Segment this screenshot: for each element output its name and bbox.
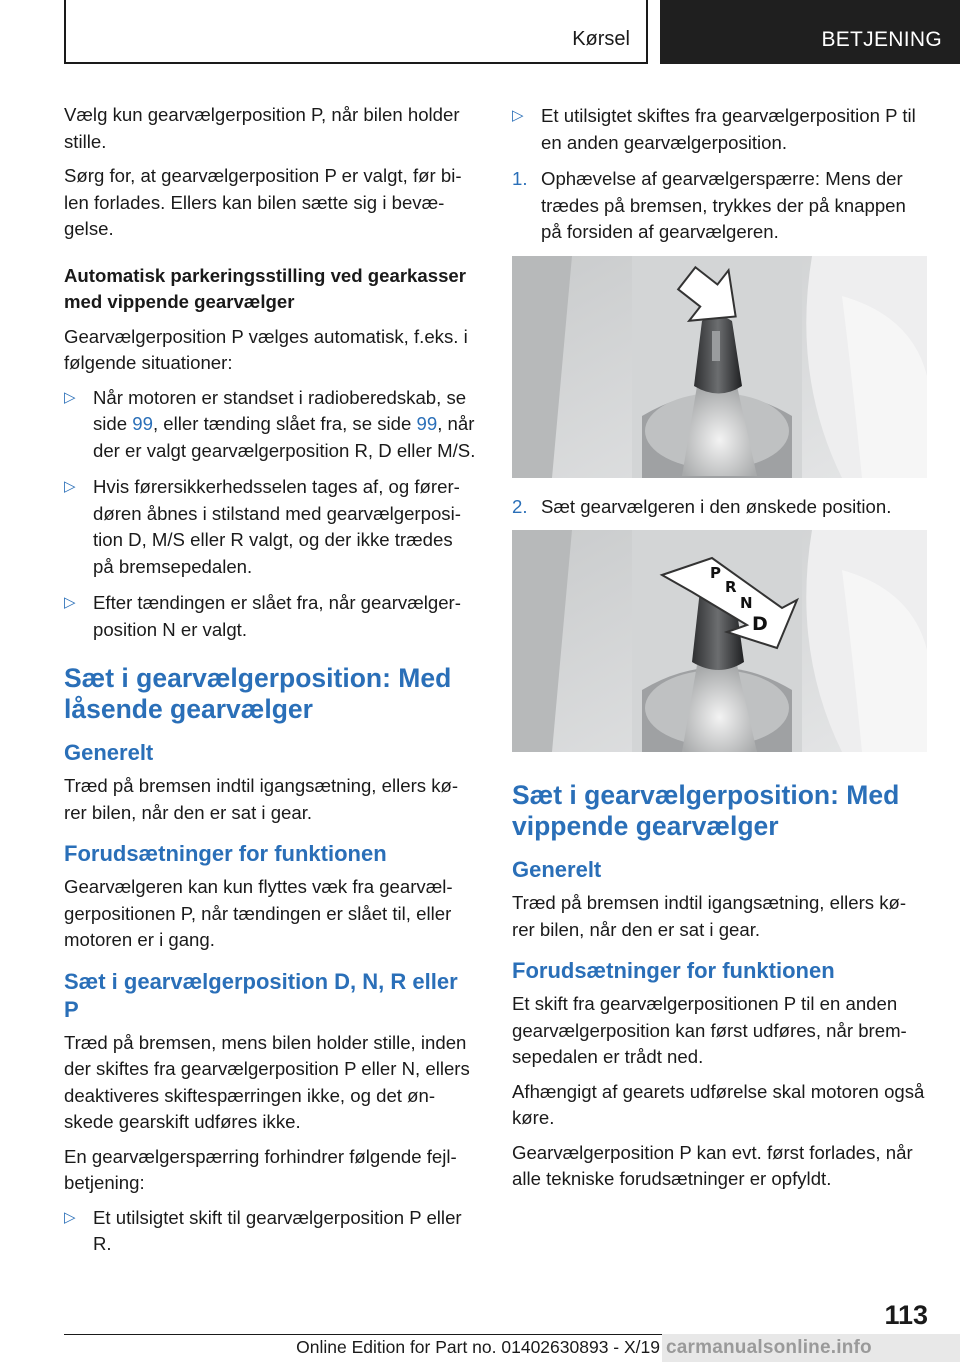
- watermark[interactable]: carmanualsonline.info: [666, 1337, 872, 1358]
- page-link[interactable]: 99: [416, 413, 438, 434]
- triangle-right-icon: ▷: [64, 594, 76, 611]
- triangle-right-icon: ▷: [64, 478, 76, 495]
- paragraph: Gearvælgerposition P vælges automatisk, f.eks. i følgende situationer:: [64, 325, 468, 373]
- section-heading: Sæt i gearvælgerposition: Med vippende gearvælger: [512, 780, 900, 841]
- step-item: 2. Sæt gearvælgeren i den ønskede position.: [512, 494, 926, 521]
- page-link[interactable]: 99: [132, 413, 153, 434]
- list-item: ▷ Efter tændingen er slået fra, når gearvælger‐position N er valgt.: [64, 592, 461, 640]
- header-frame: [64, 0, 648, 64]
- left-column: [64, 102, 478, 1268]
- paragraph: Afhængigt af gearets udførelse skal motoren også køre.: [512, 1080, 925, 1128]
- subheading: Forudsætninger for funktionen: [512, 958, 835, 983]
- page-number: 113: [884, 1300, 928, 1330]
- gear-positions-illustration: [512, 530, 927, 752]
- triangle-right-icon: ▷: [512, 107, 524, 124]
- list-item: ▷ Et utilsigtet skift til gearvælgerposition P eller R.: [64, 1206, 462, 1254]
- edition-note: Online Edition for Part no. 01402630893 - X/19: [296, 1337, 660, 1357]
- step-number: 1.: [512, 168, 528, 189]
- subheading: Sæt i gearvælgerposition D, N, R eller P: [64, 968, 458, 1022]
- gear-label-p: P: [710, 564, 721, 582]
- gear-label-d: D: [752, 613, 768, 635]
- paragraph: Sørg for, at gearvælgerposition P er valgt, før bi‐len forlades. Ellers kan bilen sætte sig i bevæ‐gelse.: [64, 165, 462, 239]
- paragraph: Træd på bremsen indtil igangsætning, ellers kø‐rer bilen, når den er sat i gear.: [64, 775, 459, 823]
- step-number: 2.: [512, 495, 528, 517]
- right-column: [512, 103, 926, 1201]
- paragraph: Træd på bremsen, mens bilen holder stille, inden der skiftes fra gearvælgerposition P eller N, ellers deaktiveres skiftespærringen ikke, og det øn‐skede gearskift udføres ikke.: [64, 1031, 470, 1132]
- triangle-right-icon: ▷: [64, 388, 76, 406]
- paragraph: Gearvælgerposition P kan evt. først forlades, når alle tekniske forudsætninger er opfyldt.: [512, 1141, 913, 1189]
- section-title: Kørsel: [572, 28, 630, 50]
- paragraph: En gearvælgerspærring forhindrer følgende fejl‐betjening:: [64, 1145, 457, 1193]
- subheading: Generelt: [64, 740, 154, 765]
- paragraph: Træd på bremsen indtil igangsætning, ellers kø‐rer bilen, når den er sat i gear.: [512, 892, 907, 940]
- gear-selector-unlock-illustration: [512, 256, 927, 478]
- section-heading: Sæt i gearvælgerposition: Med låsende gearvælger: [64, 663, 452, 724]
- paragraph: Vælg kun gearvælgerposition P, når bilen holder stille.: [64, 104, 460, 152]
- step-item: 1. Ophævelse af gearvælgerspærre: Mens der trædes på bremsen, trykkes der på knappen på forsiden af gearvælgeren.: [512, 168, 906, 242]
- paragraph: Et skift fra gearvælgerpositionen P til en anden gearvælgerposition kan først udføres, når brem‐sepedalen er trådt ned.: [512, 993, 907, 1067]
- gear-label-n: N: [740, 594, 753, 612]
- list-item: ▷ Et utilsigtet skiftes fra gearvælgerposition P til en anden gearvælgerposition.: [512, 105, 916, 153]
- subheading: Generelt: [512, 857, 602, 882]
- subheading: Forudsætninger for funktionen: [64, 841, 387, 866]
- triangle-right-icon: ▷: [64, 1208, 76, 1226]
- list-item: ▷ Når motoren er standset i radioberedskab, se side 99, eller tænding slået fra, se side 99, når der er valgt gearvælgerposition R, D eller M/S.: [64, 386, 476, 461]
- paragraph: Gearvælgeren kan kun flyttes væk fra gearvæl‐gerpositionen P, når tændingen er slået til, eller motoren er i gang.: [64, 876, 453, 950]
- gear-label-r: R: [725, 578, 737, 596]
- list-item: ▷ Hvis førersikkerhedsselen tages af, og fører‐døren åbnes i stilstand med gearvælgerposi‐tion D, M/S eller R valgt, og der ikke trædes på bremsepedalen.: [64, 476, 461, 577]
- chapter-title: BETJENING: [821, 28, 942, 51]
- bold-heading: Automatisk parkeringsstilling ved gearkasser med vippende gearvælger: [64, 264, 466, 312]
